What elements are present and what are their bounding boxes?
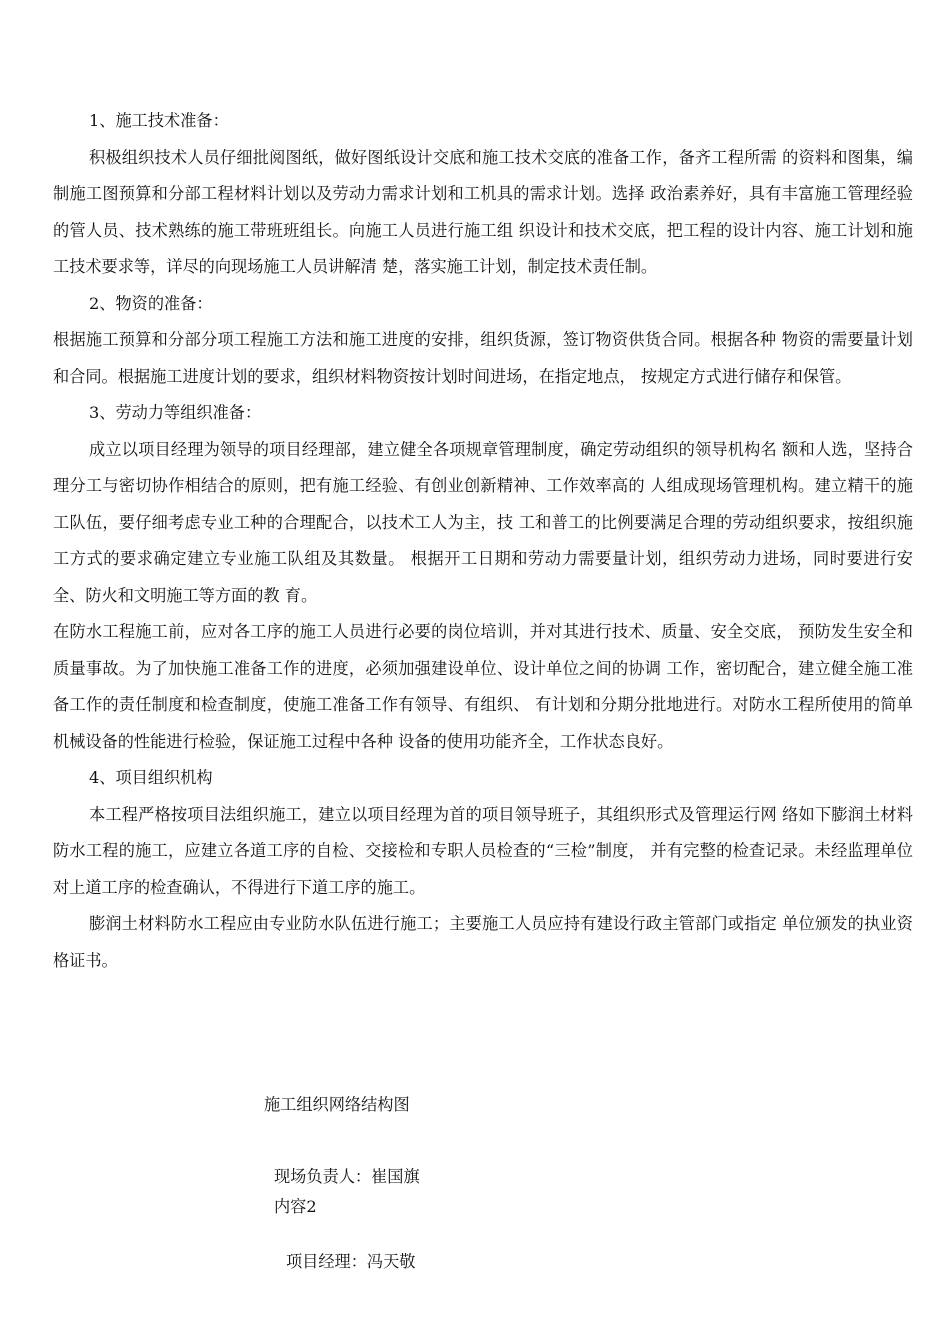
paragraph-material-prep: 根据施工预算和分部分项工程施工方法和施工进度的安排，组织货源，签订物资供货合同。根据各种 物资的需要量计划和合同。根据施工进度计划的要求，组织材料物资按计划时间进场，在指定地点， 按规定方式进行储存和保管。 <box>53 330 913 386</box>
heading-org: 4、项目组织机构 <box>89 768 213 787</box>
org-chart-site-lead: 现场负责人：崔国旗 <box>274 1167 420 1186</box>
org-chart-content-label: 内容2 <box>274 1197 317 1216</box>
heading-tech-prep: 1、施工技术准备： <box>89 111 229 130</box>
org-chart-project-manager: 项目经理：冯天敬 <box>286 1252 416 1271</box>
heading-labor-prep: 3、劳动力等组织准备： <box>89 403 262 422</box>
org-chart-title: 施工组织网络结构图 <box>264 1095 410 1114</box>
paragraph-org-qualification: 膨润土材料防水工程应由专业防水队伍进行施工；主要施工人员应持有建设行政主管部门或指定 单位颁发的执业资格证书。 <box>53 914 913 970</box>
heading-material-prep: 2、物资的准备： <box>89 293 213 313</box>
paragraph-org: 本工程严格按项目法组织施工，建立以项目经理为首的项目领导班子，其组织形式及管理运行网 络如下膨润土材料防水工程的施工，应建立各道工序的自检、交接检和专职人员检查的“三检”制度， 并有完整的检查记录。未经监理单位对上道工序的检查确认，不得进行下道工序的施工。 <box>53 804 913 897</box>
document-body <box>53 103 913 979</box>
paragraph-waterproof-training: 在防水工程施工前，应对各工序的施工人员进行必要的岗位培训，并对其进行技术、质量、安全交底， 预防发生安全和质量事故。为了加快施工准备工作的进度，必须加强建设单位、设计单位之间的协调 工作，密切配合，建立健全施工准备工作的责任制度和检查制度，使施工准备工作有领导、有组织、 有计划和分期分批地进行。对防水工程所使用的简单机械设备的性能进行检验，保证施工过程中各种 设备的使用功能齐全，工作状态良好。 <box>53 622 913 751</box>
paragraph-tech-prep: 积极组织技术人员仔细批阅图纸，做好图纸设计交底和施工技术交底的准备工作，备齐工程所需 的资料和图集，编制施工图预算和分部工程材料计划以及劳动力需求计划和工机具的需求计划。选择 政治素养好，具有丰富施工管理经验的管人员、技术熟练的施工带班班组长。向施工人员进行施工组 织设计和技术交底，把工程的设计内容、施工计划和施工技术要求等，详尽的向现场施工人员讲解清 楚，落实施工计划，制定技术责任制。 <box>53 147 913 276</box>
paragraph-labor-prep: 成立以项目经理为领导的项目经理部，建立健全各项规章管理制度，确定劳动组织的领导机构名 额和人选，坚持合理分工与密切协作相结合的原则，把有施工经验、有创业创新精神、工作效率高的 人组成现场管理机构。建立精干的施工队伍，要仔细考虑专业工种的合理配合，以技术工人为主，技 工和普工的比例要满足合理的劳动组织要求，按组织施工方式的要求确定建立专业施工队组及其数量。 根据开工日期和劳动力需要量计划，组织劳动力进场，同时要进行安全、防火和文明施工等方面的教 育。 <box>53 439 913 605</box>
